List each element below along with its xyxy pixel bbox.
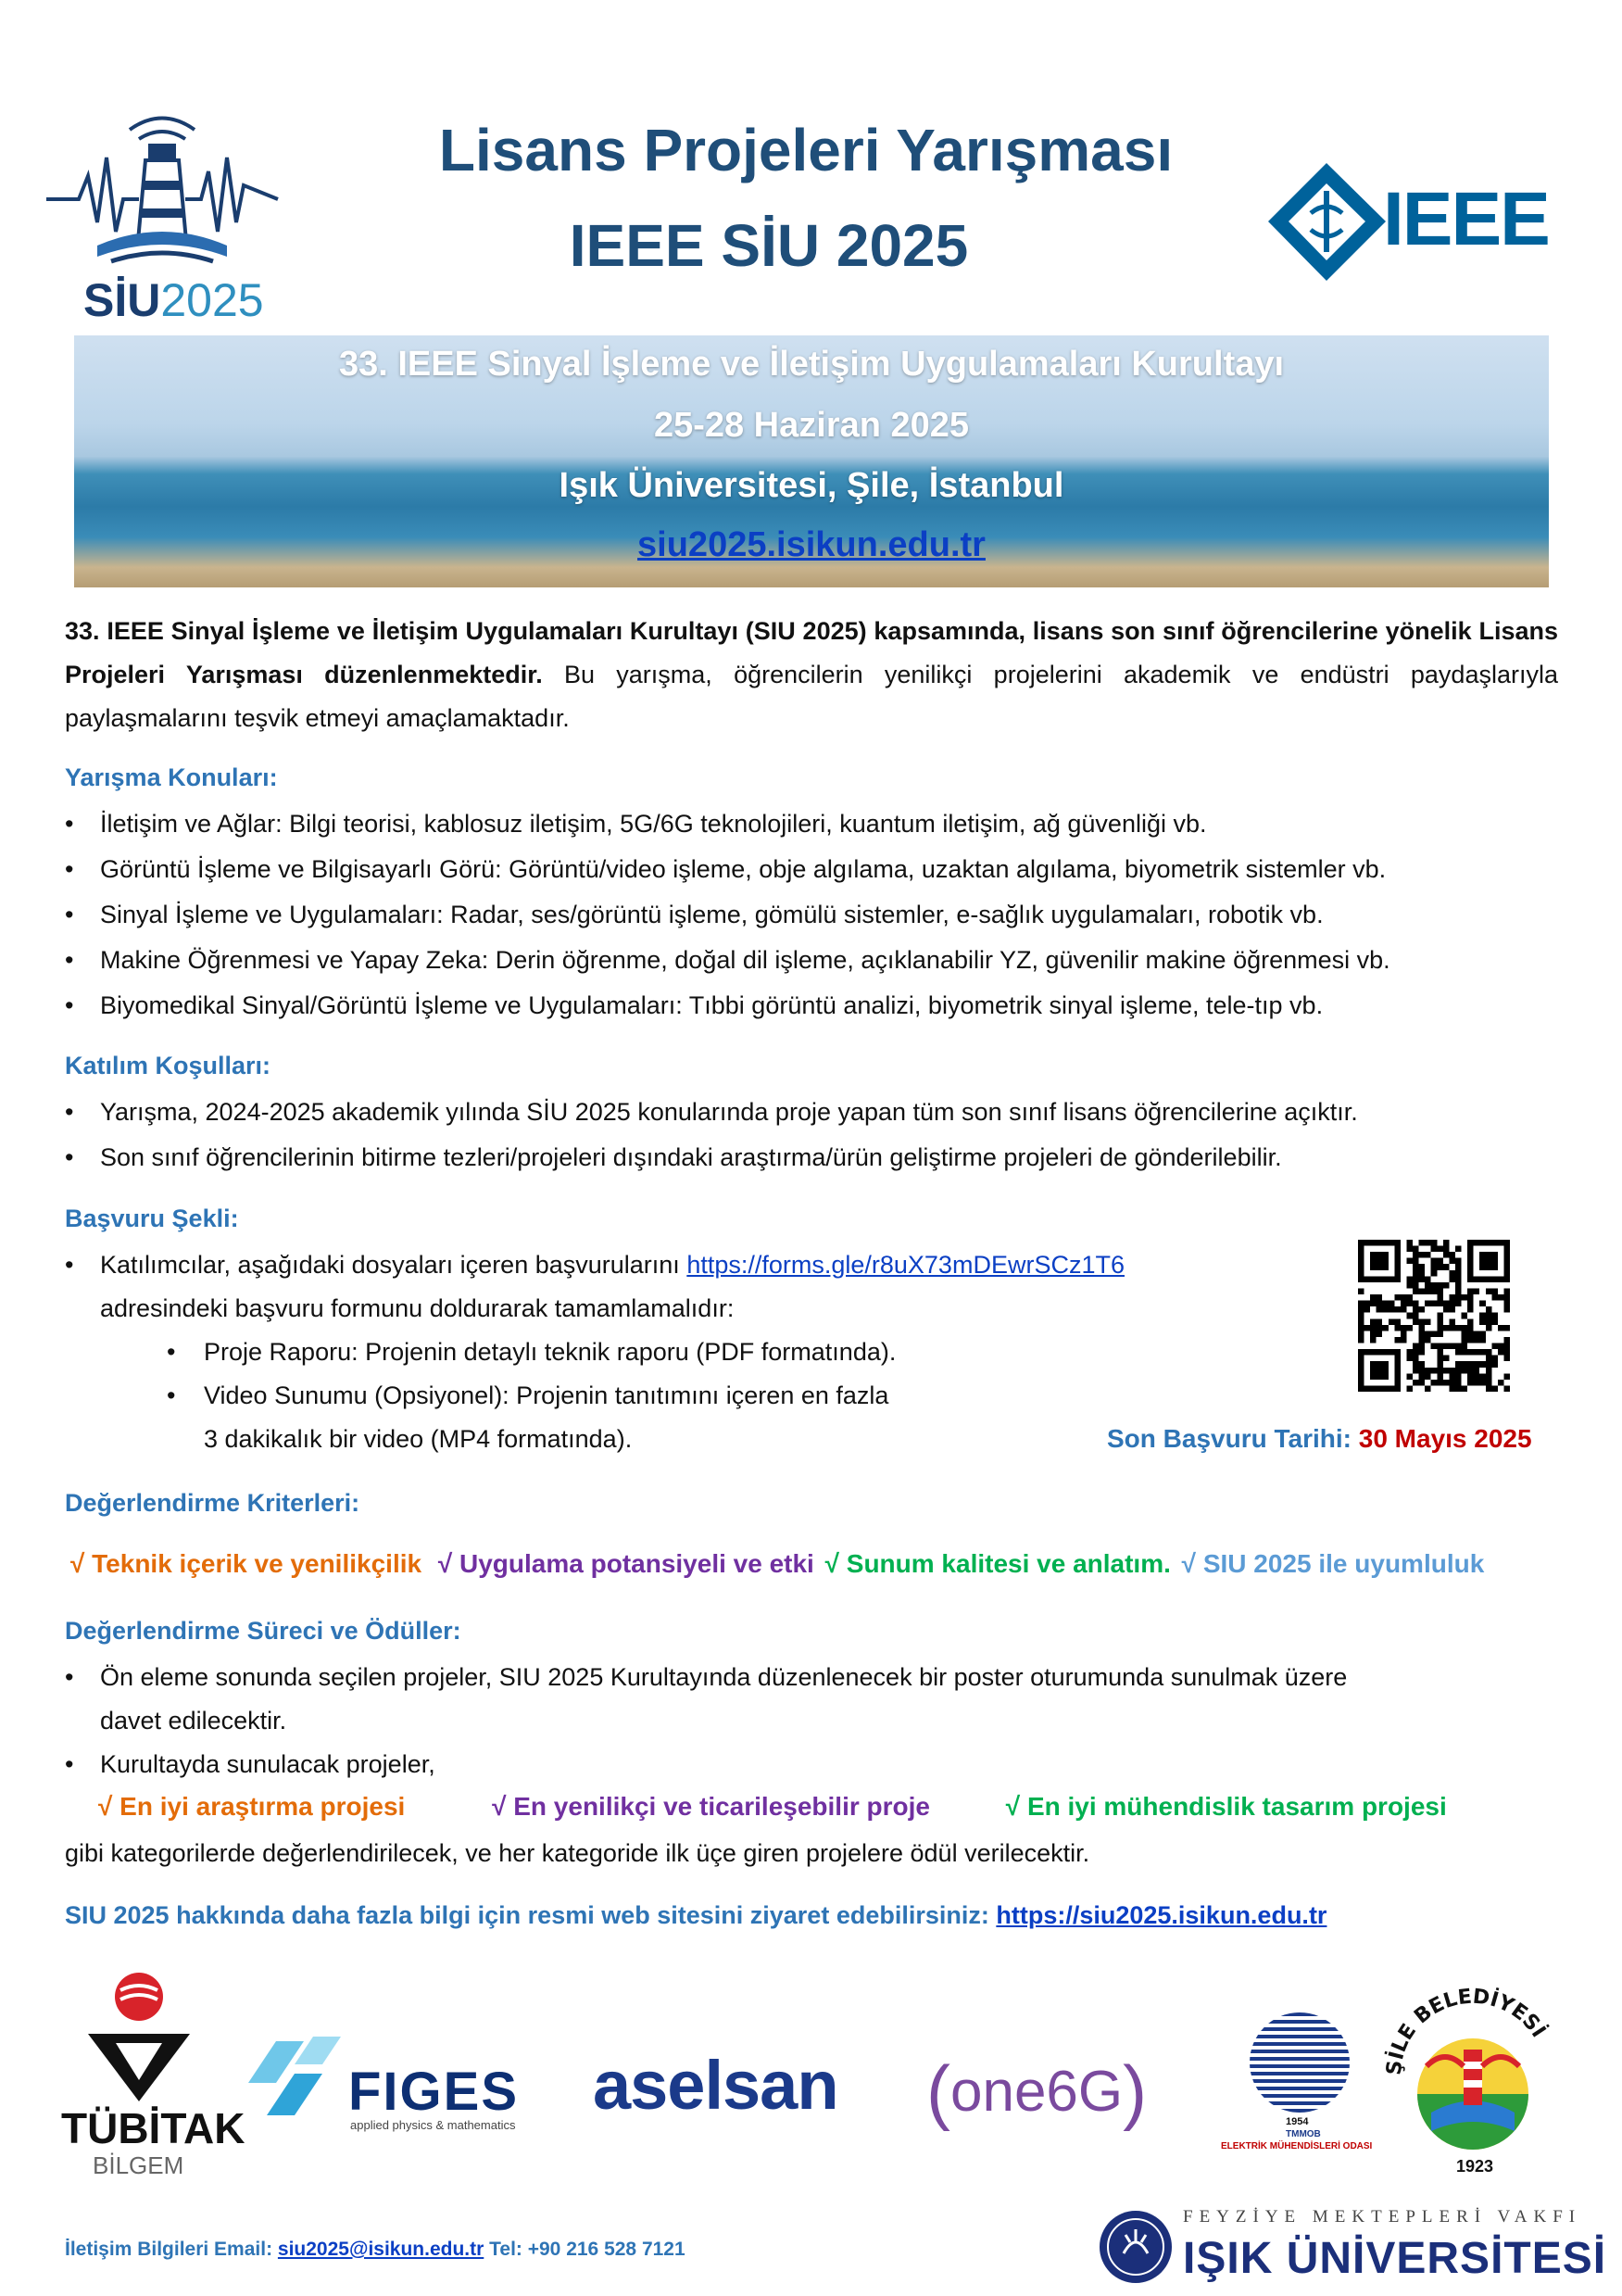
siu-logo-text: SİU (83, 274, 161, 326)
conditions-list (65, 1091, 1593, 1180)
one6g-text: one6G (949, 2060, 1124, 2124)
more-info (65, 1894, 1327, 1937)
tmmob-line1: TMMOB (1286, 2129, 1321, 2139)
criteria-row (70, 1549, 1484, 1579)
topic-item: • Makine Öğrenmesi ve Yapay Zeka: Derin öğrenme, doğal dil işleme, açıklanabilir YZ, güvenilir makine öğrenmesi vb. (65, 939, 1593, 982)
figes-emblem-icon (239, 2027, 350, 2129)
application-lead: Katılımcılar, aşağıdaki dosyaları içeren başvurularını (100, 1251, 687, 1279)
isik-top-text: FEYZİYE MEKTEPLERİ VAKFI (1183, 2207, 1582, 2227)
intro-paragraph (65, 610, 1558, 740)
process-item2: • Kurultayda sunulacak projeler, (65, 1743, 1593, 1786)
application-sub-video-b: 3 dakikalık bir video (MP4 formatında). (204, 1425, 633, 1453)
process-item1a: Ön eleme sonunda seçilen projeler, SIU 2025 Kurultayında düzenlenecek bir poster oturumunda sunulmak üzere (100, 1663, 1348, 1691)
application-heading: Başvuru Şekli: (65, 1205, 239, 1232)
criteria-item: √ Teknik içerik ve yenilikçilik (70, 1549, 422, 1578)
banner-website-link[interactable]: siu2025.isikun.edu.tr (637, 525, 986, 564)
conditions-heading: Katılım Koşulları: (65, 1052, 271, 1079)
contact-phone: Tel: +90 216 528 7121 (484, 2239, 685, 2260)
process-list (65, 1656, 1593, 1786)
deadline (1107, 1424, 1532, 1454)
sile-arc-text: ŞİLE BELEDİYESİ (1382, 1985, 1551, 2076)
ieee-logo-text: IEEE (1383, 177, 1549, 261)
figes-sub: applied physics & mathematics (350, 2118, 516, 2132)
condition-item: • Yarışma, 2024-2025 akademik yılında SİU 2025 konularında proje yapan tüm son sınıf lisans öğrencilerine açıktır. (65, 1091, 1593, 1134)
application-lead2: adresindeki başvuru formunu doldurarak tamamlamalıdır: (100, 1294, 735, 1322)
tubitak-sub: BİLGEM (93, 2151, 184, 2179)
hero-banner (74, 335, 1549, 587)
award-item: √ En iyi araştırma projesi (98, 1792, 406, 1821)
aselsan-logo: aselsan (593, 2047, 838, 2124)
topic-item: • Biyomedikal Sinyal/Görüntü İşleme ve Uygulamaları: Tıbbi görüntü analizi, biyometrik sinyal işleme, tele-tıp vb. (65, 984, 1593, 1028)
banner-dates: 25-28 Haziran 2025 (653, 406, 970, 445)
tmmob-line2: ELEKTRİK MÜHENDİSLERİ ODASI (1221, 2141, 1373, 2151)
sile-belediyesi-logo (1380, 1974, 1565, 2182)
siu-logo (42, 102, 283, 329)
award-item: √ En iyi mühendislik tasarım projesi (1005, 1792, 1447, 1821)
deadline-label: Son Başvuru Tarihi: (1107, 1424, 1359, 1453)
sile-emblem-icon (1380, 1974, 1565, 2159)
condition-item: • Son sınıf öğrencilerinin bitirme tezleri/projeleri dışındaki araştırma/ürün geliştirme projeleri de gönderilebilir. (65, 1136, 1593, 1180)
contact-email-link[interactable]: siu2025@isikun.edu.tr (277, 2239, 484, 2260)
page-title: Lisans Projeleri Yarışması (438, 117, 1174, 183)
application-sub-report: • Proje Raporu: Projenin detaylı teknik raporu (PDF formatında). (167, 1331, 1269, 1374)
banner-location: Işık Üniversitesi, Şile, İstanbul (559, 466, 1064, 505)
one6g-logo: (one6G) (926, 2050, 1148, 2132)
lighthouse-icon (42, 102, 283, 278)
sile-year: 1923 (1456, 2157, 1494, 2176)
figes-logo (239, 2027, 545, 2138)
tmmob-logo (1221, 2011, 1378, 2168)
awards-row (98, 1792, 1447, 1822)
topic-item: • İletişim ve Ağlar: Bilgi teorisi, kablosuz iletişim, 5G/6G teknolojileri, kuantum iletişim, ağ güvenliği vb. (65, 802, 1593, 846)
intro-bold: 33. IEEE Sinyal İşleme ve İletişim Uygulamaları Kurultayı (SIU 2025) kapsamında, lisans son sınıf öğrencilerine yönelik Lisans Projeleri Yarışması düzenlenmektedir. (65, 617, 1558, 688)
process-item1b: davet edilecektir. (100, 1707, 287, 1735)
criteria-item: √ SIU 2025 ile uyumluluk (1181, 1549, 1485, 1578)
deadline-value: 30 Mayıs 2025 (1358, 1424, 1532, 1453)
figes-text: FIGES (348, 2062, 520, 2122)
process-closing: gibi kategorilerde değerlendirilecek, ve her kategoride ilk üçe giren projelere ödül verilecektir. (65, 1839, 1090, 1867)
tubitak-emblem-icon (83, 1964, 195, 2103)
ieee-logo (1264, 159, 1561, 284)
application-sub-video-a: Video Sunumu (Opsiyonel): Projenin tanıtımını içeren en fazla (204, 1381, 889, 1409)
contact-info (65, 2239, 685, 2261)
process-heading: Değerlendirme Süreci ve Ödüller: (65, 1617, 461, 1645)
ieee-diamond-icon (1264, 159, 1389, 284)
criteria-item: √ Sunum kalitesi ve anlatım. (824, 1549, 1171, 1578)
award-item: √ En yenilikçi ve ticarileşebilir proje (492, 1792, 930, 1821)
intro-rest: Bu yarışma, öğrencilerin yenilikçi projelerini akademik ve endüstri paydaşlarıyla paylaşmalarını teşvik etmeyi amaçlamaktadır. (65, 661, 1558, 732)
topics-heading: Yarışma Konuları: (65, 763, 278, 791)
tmmob-globe-icon (1239, 2011, 1360, 2114)
criteria-heading: Değerlendirme Kriterleri: (65, 1489, 360, 1517)
tmmob-year: 1954 (1286, 2116, 1309, 2127)
tubitak-logo (57, 1964, 245, 2179)
isik-universitesi-logo (1098, 2205, 1607, 2289)
application-form-link[interactable]: https://forms.gle/r8uX73mDEwrSCz1T6 (686, 1251, 1125, 1279)
topic-item: • Sinyal İşleme ve Uygulamaları: Radar, ses/görüntü işleme, gömülü sistemler, e-sağlık uygulamaları, robotik vb. (65, 893, 1593, 937)
topic-item: • Görüntü İşleme ve Bilgisayarlı Görü: Görüntü/video işleme, obje algılama, uzaktan algılama, biyometrik sistemler vb. (65, 848, 1593, 891)
siu-logo-year: 2025 (160, 274, 264, 326)
contact-label: İletişim Bilgileri Email: (65, 2239, 278, 2260)
criteria-item: √ Uygulama potansiyeli ve etki (437, 1549, 814, 1578)
more-info-text: SIU 2025 hakkında daha fazla bilgi için resmi web sitesini ziyaret edebilirsiniz: (65, 1901, 997, 1929)
qr-code[interactable] (1358, 1240, 1510, 1392)
isik-name-text: IŞIK ÜNİVERSİTESİ (1183, 2234, 1607, 2283)
banner-conference-name: 33. IEEE Sinyal İşleme ve İletişim Uygulamaları Kurultayı (338, 345, 1285, 384)
application-block (65, 1243, 1269, 1461)
more-info-link[interactable]: https://siu2025.isikun.edu.tr (996, 1901, 1327, 1929)
topics-list (65, 802, 1593, 1028)
isik-seal-icon (1098, 2209, 1174, 2285)
tubitak-text: TÜBİTAK (61, 2104, 245, 2152)
qr-code-icon (1358, 1240, 1510, 1392)
page-subtitle: IEEE SİU 2025 (569, 212, 969, 279)
